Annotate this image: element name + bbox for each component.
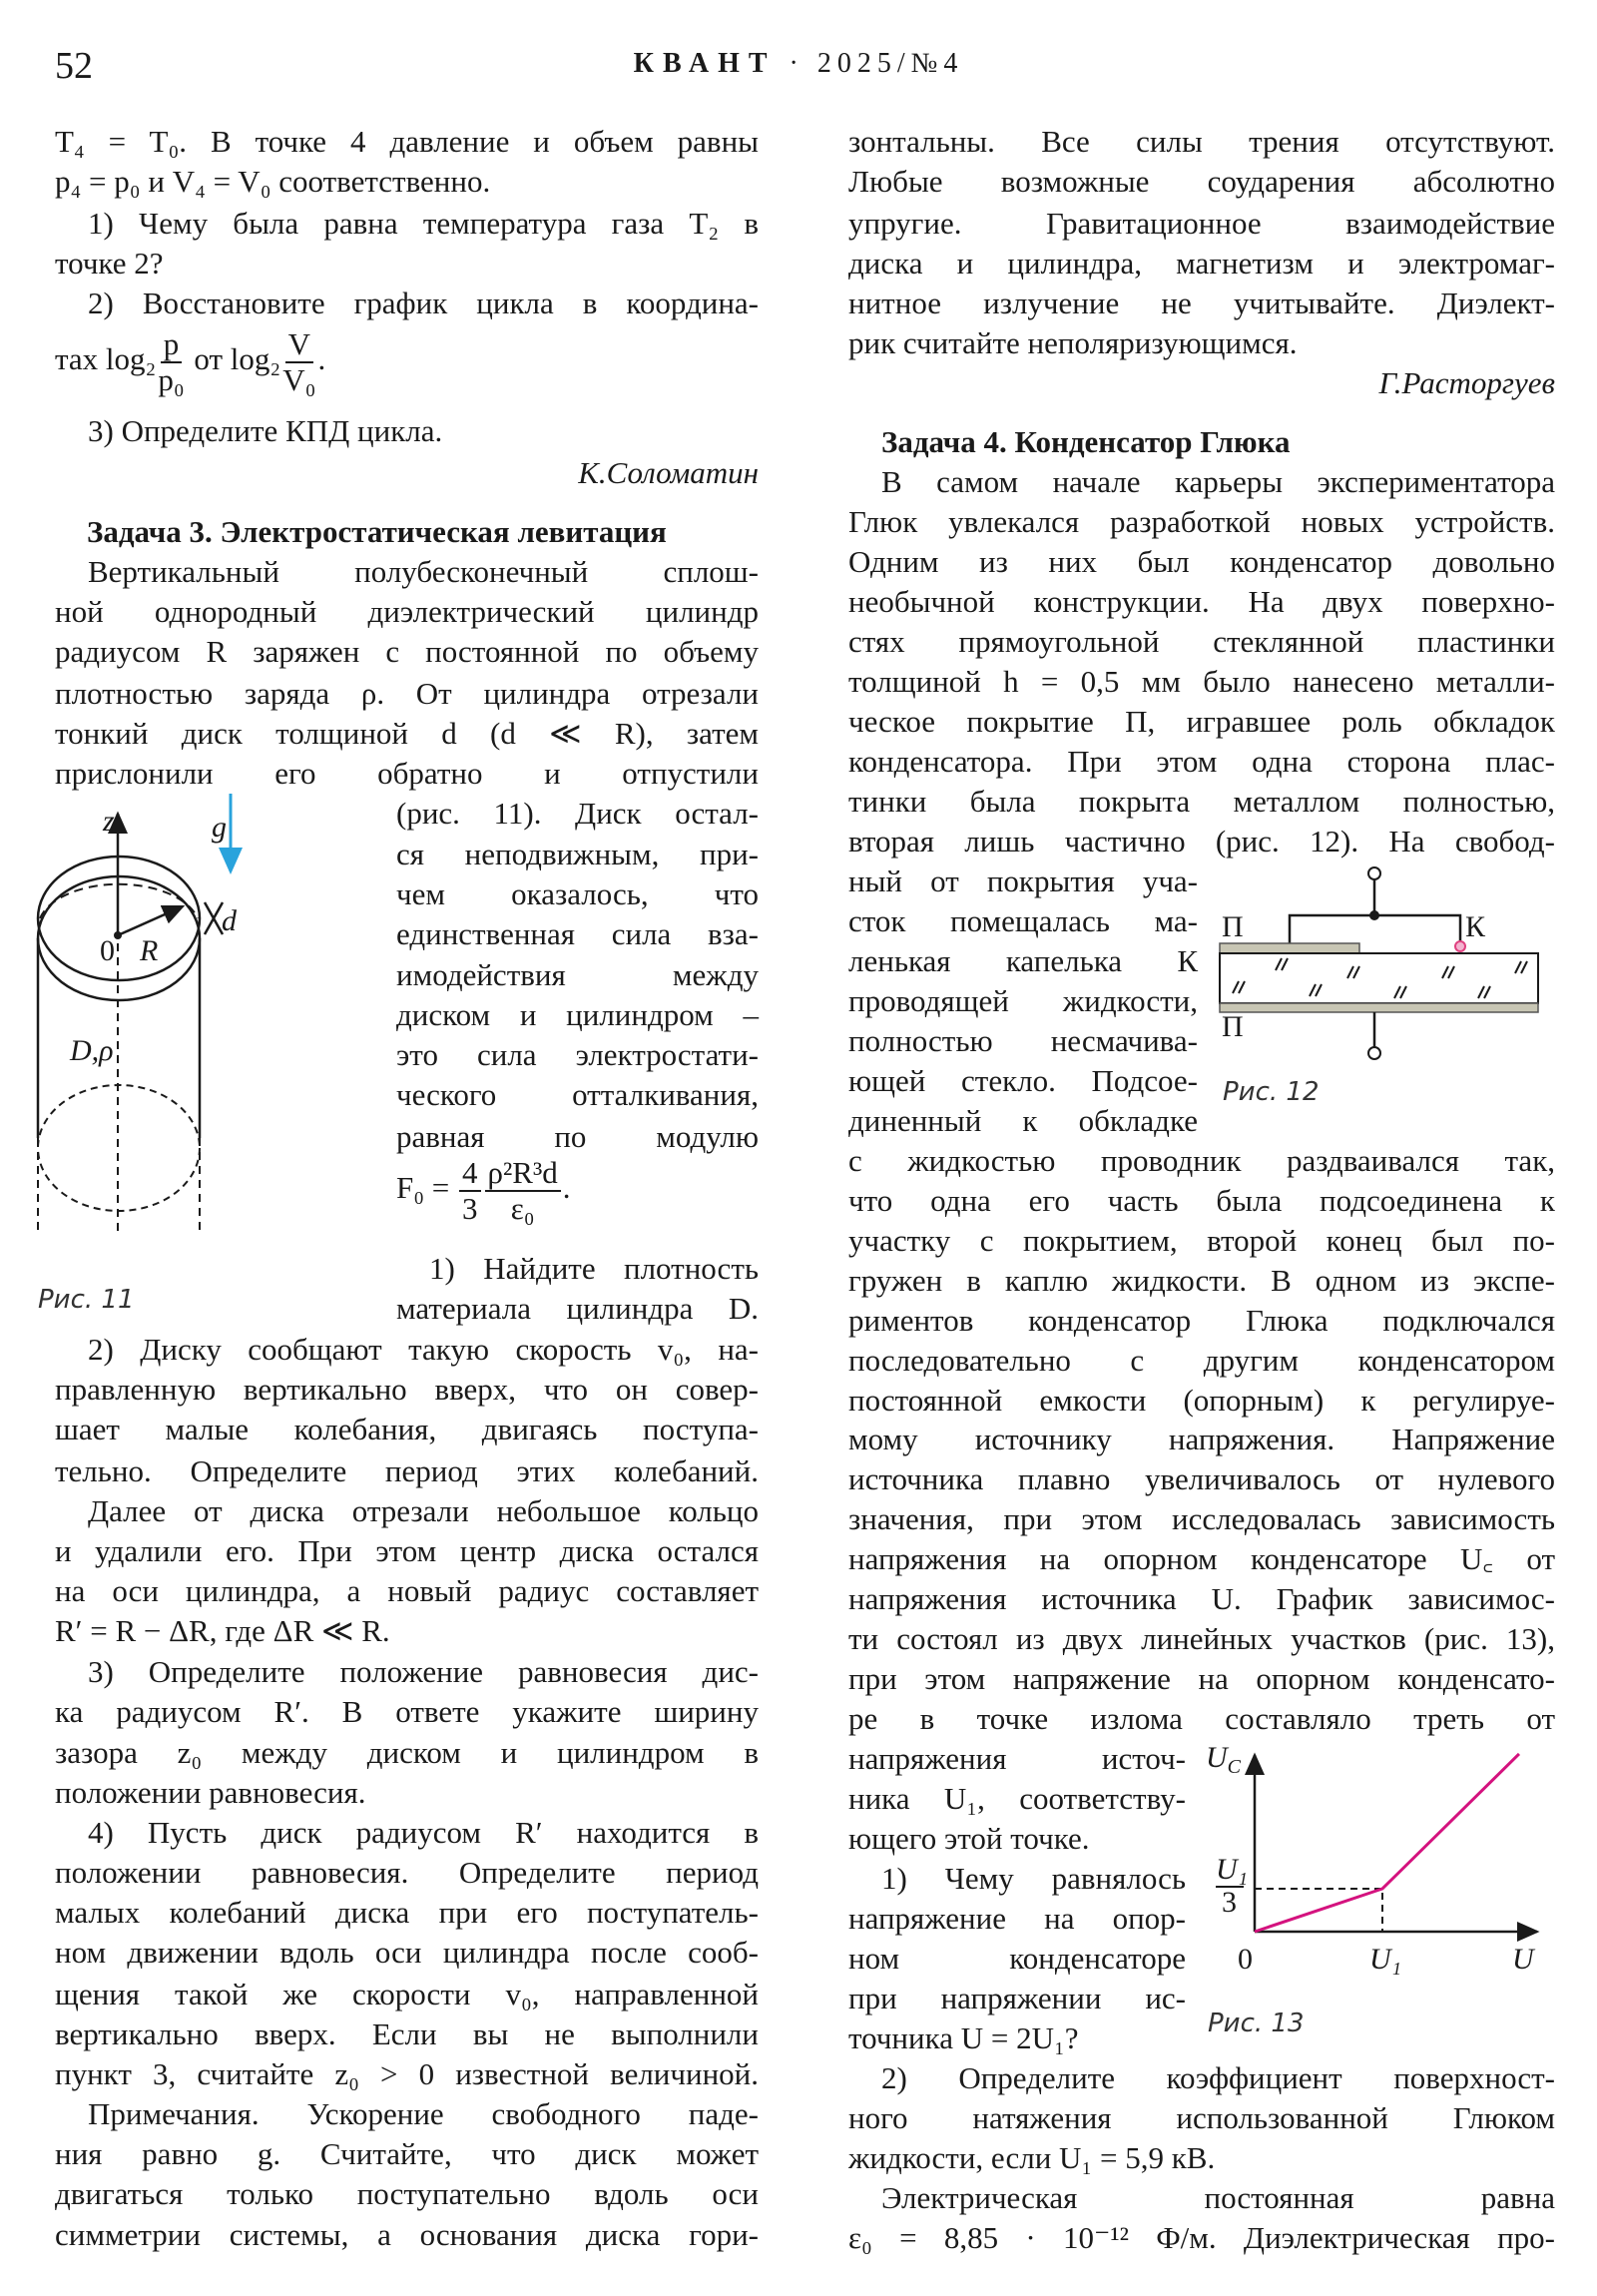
text-line: стях прямоугольной стеклянной пластинки	[848, 624, 1555, 659]
text-line: это сила электростати-	[396, 1037, 759, 1072]
text-line: рик считайте неполяризующимся.	[848, 325, 1298, 360]
text-line: Примечания. Ускорение свободного паде-	[88, 2096, 759, 2131]
text-line: Глюк увлекался разработкой новых устройств.	[848, 504, 1555, 539]
text-line: R′ = R − ΔR, где ΔR ≪ R.	[55, 1613, 390, 1648]
text-line: симметрии системы, а основания диска гори-	[55, 2217, 759, 2252]
text-line: тонкий диск толщиной d (d ≪ R), затем	[55, 716, 759, 751]
text-line: положении равновесия.	[55, 1775, 366, 1810]
material-label: D,ρ	[70, 1034, 114, 1067]
x-axis-label: U	[1512, 1943, 1534, 1976]
text-line: пункт 3, считайте z₀ > 0 известной величиной.	[55, 2056, 759, 2091]
text-line: последовательно с другим конденсатором	[848, 1343, 1555, 1378]
text-line: вертикально вверх. Если вы не выполнили	[55, 2016, 759, 2051]
y-tick-denominator: 3	[1222, 1886, 1237, 1919]
denominator: 3	[462, 1191, 478, 1226]
issue-number: · 2025/№4	[789, 48, 964, 79]
period: .	[317, 341, 326, 377]
text-line: ти состоял из двух линейных участков (рис. 13),	[848, 1621, 1555, 1656]
text-line: диском и цилиндром –	[396, 997, 759, 1032]
numerator: p	[161, 327, 183, 363]
text-line: ника U₁, соответству-	[848, 1781, 1186, 1816]
z-label: z	[103, 805, 115, 838]
text-line: шает малые колебания, двигаясь поступа-	[55, 1412, 759, 1446]
text-line: конденсатора. При этом одна сторона плас-	[848, 744, 1555, 779]
denominator: p₀	[158, 362, 185, 397]
text-line: ном конденсаторе	[848, 1941, 1186, 1976]
text-line: участку с покрытием, второй конец был по-	[848, 1223, 1555, 1258]
numerator: V	[285, 327, 313, 363]
text-line: риментов конденсатор Глюка подключался	[848, 1303, 1555, 1338]
text-line: точке 2?	[55, 246, 164, 281]
text-line: диненный к обкладке	[848, 1103, 1198, 1138]
author-signature: К.Соломатин	[578, 455, 759, 490]
text-line: двигаться только поступательно вдоль оси	[55, 2176, 759, 2211]
text-line: В самом начале карьеры экспериментатора	[881, 464, 1555, 499]
text-line: ющего этой точке.	[848, 1821, 1090, 1856]
text-line: Любые возможные соударения абсолютно	[848, 164, 1555, 199]
log-prefix: тах log₂	[55, 341, 157, 377]
text-line: 2) Диску сообщают такую скорость v₀, на-	[88, 1332, 759, 1367]
text-line: 1) Найдите плотность	[429, 1251, 759, 1286]
text-line: значения, при этом исследовалась зависимость	[848, 1501, 1555, 1536]
formula-lhs: F₀ =	[396, 1170, 450, 1206]
text-line: Далее от диска отрезали небольшое кольцо	[88, 1493, 759, 1528]
author-signature: Г.Расторгуев	[1378, 365, 1555, 400]
text-line: напряжения на опорном конденсаторе U꜀ от	[848, 1541, 1555, 1576]
text-line: 1) Чему равнялось	[881, 1861, 1186, 1896]
text-line: 3) Определите КПД цикла.	[88, 413, 443, 448]
text-line: ческого отталкивания,	[396, 1077, 759, 1112]
text-line: упругие. Гравитационное взаимодействие	[848, 206, 1555, 241]
text-line: толщиной h = 0,5 мм было нанесено металли-	[848, 664, 1555, 699]
text-line: при этом напряжение на опорном конденсато-	[848, 1661, 1555, 1696]
period: .	[562, 1170, 571, 1206]
text-line: мому источнику напряжения. Напряжение	[848, 1422, 1555, 1456]
text-line: материала цилиндра D.	[396, 1291, 759, 1326]
y-axis-label: $U_C$	[1206, 1741, 1242, 1778]
denominator: V₀	[282, 362, 316, 397]
r-label: R	[140, 934, 159, 967]
problem-4-heading: Задача 4. Конденсатор Глюка	[881, 424, 1291, 459]
text-line: малых колебаний диска при его поступатель-	[55, 1895, 759, 1930]
text-line: ной однородный диэлектрический цилиндр	[55, 594, 759, 629]
text-line: Вертикальный полубесконечный сплош-	[88, 554, 759, 589]
text-line: ре в точке излома составляло треть от	[848, 1701, 1555, 1736]
plate-bottom-label: П	[1222, 1010, 1244, 1043]
text-line: 2) Восстановите график цикла в координа-	[88, 286, 759, 320]
figure-caption: Рис. 13	[1208, 2009, 1305, 2038]
text-line: и удалили его. При этом центр диска остался	[55, 1533, 759, 1568]
text-line: правленную вертикально вверх, что он совер-	[55, 1372, 759, 1407]
plate-top-label: П	[1222, 910, 1244, 943]
text-line: ленькая капелька К	[848, 943, 1198, 978]
text-line: точника U = 2U₁?	[848, 2020, 1079, 2055]
text-line: напряжения источ-	[848, 1741, 1186, 1776]
text-line: жидкости, если U₁ = 5,9 кВ.	[848, 2140, 1216, 2175]
text-line: 1) Чему была равна температура газа T₂ в	[88, 206, 759, 241]
drop-label: К	[1465, 910, 1486, 943]
log-mid: от log₂	[194, 341, 281, 377]
text-line: постоянной емкости (опорным) к регулируе-	[848, 1383, 1555, 1418]
y-tick-numerator: U₁	[1216, 1853, 1249, 1886]
text-line: (рис. 11). Диск остал-	[396, 796, 759, 831]
text-line: на оси цилиндра, а новый радиус составляет	[55, 1573, 759, 1608]
text-line: нитное излучение не учитывайте. Диэлект-	[848, 286, 1555, 320]
text-line: зонтальны. Все силы трения отсутствуют.	[848, 124, 1555, 159]
text-line: ε₀ = 8,85 · 10⁻¹² Ф/м. Диэлектрическая про-	[848, 2220, 1555, 2255]
x-tick-label: U₁	[1369, 1943, 1402, 1976]
text-line: что одна его часть была подсоединена к	[848, 1183, 1555, 1218]
text-line: зазора z₀ между диском и цилиндром в	[55, 1735, 759, 1770]
text-line: напряжения источника U. График зависимос-	[848, 1581, 1555, 1616]
text-line: с жидкостью проводник раздваивался так,	[848, 1143, 1555, 1178]
journal-title: КВАНТ	[633, 48, 777, 79]
g-label: g	[212, 811, 227, 844]
problem-3-heading: Задача 3. Электростатическая левитация	[87, 514, 667, 549]
text-line: ном движении вдоль оси цилиндра после сооб-	[55, 1935, 759, 1970]
text-line: 4) Пусть диск радиусом R′ находится в	[88, 1815, 759, 1850]
figure-caption: Рис. 11	[38, 1285, 135, 1315]
text-line: 3) Определите положение равновесия дис-	[88, 1654, 759, 1689]
uc-vs-u-line	[1255, 1754, 1519, 1932]
text-line: Электрическая постоянная равна	[881, 2180, 1555, 2215]
text-line: плотностью заряда ρ. От цилиндра отрезали	[55, 676, 759, 711]
text-line: ющей стекло. Подсое-	[848, 1063, 1198, 1098]
page-number: 52	[55, 45, 93, 87]
text-line: ный от покрытия уча-	[848, 863, 1198, 898]
numerator: ρ²R³d	[485, 1156, 561, 1192]
text-line: ния равно g. Считайте, что диск может	[55, 2136, 759, 2171]
text-line: тельно. Определите период этих колебаний.	[55, 1453, 759, 1488]
text-line: напряжение на опор-	[848, 1901, 1186, 1936]
text-line: положении равновесия. Определите период	[55, 1855, 759, 1890]
text-line: Одним из них был конденсатор довольно	[848, 544, 1555, 579]
text-line: 2) Определите коэффициент поверхност-	[881, 2060, 1555, 2095]
numerator: 4	[459, 1156, 481, 1192]
text-line: щения такой же скорости v₀, направленной	[55, 1977, 759, 2011]
text-line: имодействия между	[396, 957, 759, 992]
d-label: d	[222, 904, 237, 937]
text-line: проводящей жидкости,	[848, 983, 1198, 1018]
figure-caption: Рис. 12	[1223, 1077, 1320, 1107]
text-line: прислонили его обратно и отпустили	[55, 756, 759, 791]
text-line: ного натяжения использованной Глюком	[848, 2100, 1555, 2135]
text-line: ка радиусом R′. В ответе укажите ширину	[55, 1694, 759, 1729]
text-line: тинки была покрыта металлом полностью,	[848, 784, 1555, 819]
text-line: сток помещалась ма-	[848, 903, 1198, 938]
text-line: при напряжении ис-	[848, 1981, 1186, 2015]
text-line: единственная сила вза-	[396, 916, 759, 951]
text-line: ческое покрытие П, игравшее роль обкладок	[848, 704, 1555, 739]
origin-label: 0	[100, 934, 115, 967]
text-line: гружен в каплю жидкости. В одном из экспе-	[848, 1263, 1555, 1298]
text-line: вторая лишь частично (рис. 12). На свобод-	[848, 824, 1555, 859]
text-line: диска и цилиндра, магнетизм и электромаг-	[848, 246, 1555, 281]
denominator: ε₀	[510, 1191, 535, 1226]
origin-label: 0	[1238, 1943, 1253, 1976]
text-line: радиусом R заряжен с постоянной по объему	[55, 634, 759, 669]
text-line: p₄ = p₀ и V₄ = V₀ соответственно.	[55, 164, 491, 199]
text-line: источника плавно увеличивалось от нулевого	[848, 1461, 1555, 1496]
text-line: ся неподвижным, при-	[396, 837, 759, 871]
text-line: равная по модулю	[396, 1119, 759, 1154]
text-line: полностью несмачива-	[848, 1023, 1198, 1058]
text-line: T₄ = T₀. В точке 4 давление и объем равны	[55, 124, 759, 159]
text-line: необычной конструкции. На двух поверхно-	[848, 584, 1555, 619]
text-line: чем оказалось, что	[396, 876, 759, 911]
